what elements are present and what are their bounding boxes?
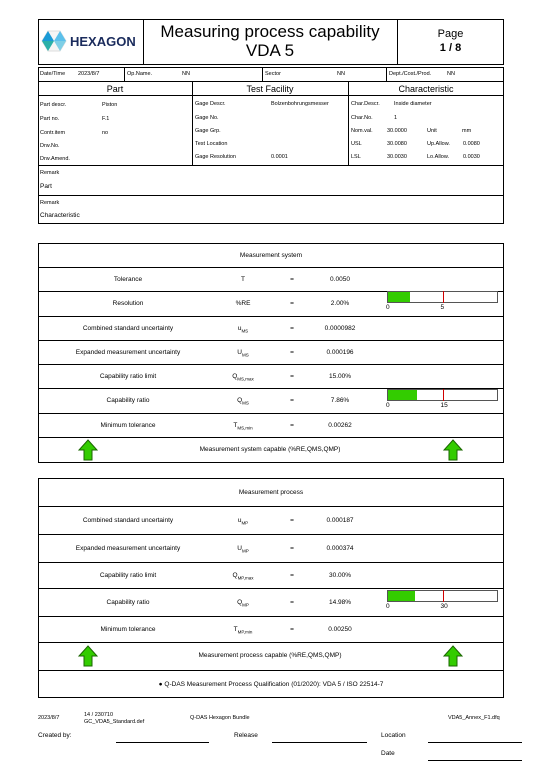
qdas-footer-text: Q-DAS Measurement Process Qualification (01/2020): VDA 5 / ISO 22514-7 <box>164 681 384 688</box>
location-line <box>428 742 522 743</box>
row-label: Combined standard uncertainty <box>82 517 174 524</box>
row-symbol: $T_{MS,min}$ <box>233 422 253 431</box>
gage-descr-value: Bolzenbohrungsmesser <box>271 101 329 107</box>
row-symbol: $T_{MP,min}$ <box>233 626 253 635</box>
row-label: Tolerance <box>113 276 143 283</box>
char-descr-value: Inside diameter <box>394 101 432 107</box>
gauge-limit-marker <box>443 590 444 602</box>
row-value: 14.98% <box>328 599 352 606</box>
char-no-value: 1 <box>394 115 398 121</box>
row-value: 2.00% <box>330 300 350 307</box>
row-symbol: $U_{MS}$ <box>237 349 249 358</box>
sector-value: NN <box>337 71 345 77</box>
usl-value: 30.0080 <box>387 141 407 147</box>
mp-gauge-tick-limit: 30 <box>440 603 448 610</box>
nom-val-value: 30.0000 <box>387 128 407 134</box>
footer-file: VDA5_Annex_F1.dfq <box>448 715 500 721</box>
mp-capability-gauge <box>387 590 498 602</box>
ms-capable-text: Measurement system capable (%RE,QMS,QMP) <box>199 446 341 453</box>
remark-char-label: Remark <box>40 200 60 206</box>
part-descr-label: Part descr. <box>40 102 67 108</box>
date-value: 2023/8/7 <box>78 71 100 77</box>
symbol-subscript: MS,min <box>237 425 253 431</box>
up-allow-label: Up.Allow. <box>427 141 450 147</box>
ms-row-capability-limit <box>38 364 503 388</box>
resolution-gauge-tick-0: 0 <box>386 304 390 311</box>
row-equals: = <box>290 422 294 429</box>
row-value: 30.00% <box>328 572 352 579</box>
gage-descr-label: Gage Descr. <box>195 101 226 107</box>
footer-code1: 14 / 230710 <box>84 712 114 718</box>
page-label: Page <box>437 28 464 40</box>
row-label: Minimum tolerance <box>100 626 156 633</box>
row-label: Minimum tolerance <box>100 422 156 429</box>
row-symbol: $u_{MP}$ <box>237 517 249 526</box>
row-equals: = <box>290 517 294 524</box>
ms-capable-up-arrow-icon <box>443 439 463 461</box>
row-equals: = <box>290 572 294 579</box>
contr-item-label: Contr.item <box>40 130 66 136</box>
row-symbol: $Q_{MP}$ <box>237 599 249 608</box>
row-symbol: $U_{MP}$ <box>237 545 249 554</box>
row-value: 0.000374 <box>326 545 354 552</box>
title-line2: VDA 5 <box>245 41 295 60</box>
mp-row-combined-uncertainty <box>38 506 503 534</box>
dept-label: Dept./Cost./Prod. <box>389 71 432 77</box>
row-symbol: $Q_{MS,max}$ <box>232 373 254 382</box>
symbol-subscript: MP,max <box>237 575 254 581</box>
row-label: Expanded measurement uncertainty <box>75 545 181 552</box>
date-label: Date/Time <box>40 71 66 77</box>
op-value: NN <box>182 71 190 77</box>
gauge-fill <box>388 292 410 302</box>
hexagon-logo <box>40 27 140 55</box>
date-line <box>428 760 522 761</box>
section-test-facility: Test Facility <box>246 84 294 94</box>
contr-item-value: no <box>102 130 109 136</box>
row-symbol: $Q_{MS}$ <box>237 397 249 406</box>
symbol-subscript: MP <box>241 520 249 526</box>
location-label: Location <box>381 732 406 739</box>
mp-capable-up-arrow-icon <box>443 645 463 667</box>
footer-date: 2023/8/7 <box>38 715 60 721</box>
row-equals: = <box>290 300 294 307</box>
ms-row-tolerance <box>38 267 503 291</box>
symbol-subscript: MP <box>242 602 249 608</box>
row-value: 7.86% <box>330 397 350 404</box>
row-symbol: %RE <box>235 300 251 307</box>
row-equals: = <box>290 545 294 552</box>
created-by-line <box>116 742 209 743</box>
qdas-footer <box>38 681 504 688</box>
row-symbol: $u_{MS}$ <box>237 325 249 334</box>
resolution-gauge-tick-limit: 5 <box>440 304 445 311</box>
logo-text: HEXAGON <box>70 34 136 49</box>
remark-part-value: Part <box>40 183 52 190</box>
resolution-gauge <box>387 291 498 303</box>
title-line1: Measuring process capability <box>160 22 380 41</box>
part-no-value: F.1 <box>102 116 110 122</box>
row-value: 0.0000982 <box>324 325 356 332</box>
ms-row-combined-uncertainty <box>38 316 503 340</box>
row-equals: = <box>290 626 294 633</box>
drw-no-label: Drw.No. <box>40 143 60 149</box>
gage-grp-label: Gage Grp. <box>195 128 221 134</box>
symbol-subscript: MS <box>242 400 249 406</box>
drw-amend-label: Drw.Amend. <box>40 156 70 162</box>
unit-value: mm <box>462 128 472 134</box>
date-label: Date <box>381 750 395 757</box>
mp-title: Measurement process <box>238 489 304 496</box>
row-value: 15.00% <box>328 373 352 380</box>
page-indicator <box>397 27 504 55</box>
mp-capable-up-arrow-icon <box>78 645 98 667</box>
page-value: 1 / 8 <box>439 42 462 54</box>
row-label: Capability ratio limit <box>99 373 157 380</box>
gauge-limit-marker <box>443 291 444 303</box>
symbol-subscript: MS <box>241 328 249 334</box>
row-label: Capability ratio limit <box>99 572 157 579</box>
mp-row-capability-limit <box>38 562 503 588</box>
test-location-label: Test Location <box>195 141 228 147</box>
row-value: 0.00262 <box>328 422 352 429</box>
row-equals: = <box>290 325 294 332</box>
ms-row-expanded-uncertainty <box>38 340 503 364</box>
dept-value: NN <box>447 71 455 77</box>
ms-gauge-tick-limit: 15 <box>440 402 448 409</box>
row-value: 0.0050 <box>330 276 350 283</box>
report-title <box>143 22 397 60</box>
ms-title: Measurement system <box>239 252 303 259</box>
section-characteristic: Characteristic <box>398 84 454 94</box>
row-value: 0.000196 <box>326 349 354 356</box>
lo-allow-value: 0.0030 <box>463 154 480 160</box>
nom-val-label: Nom.val. <box>351 128 373 134</box>
up-allow-value: 0.0080 <box>463 141 480 147</box>
symbol-subscript: MP <box>241 548 249 554</box>
footer-code2: GC_VDA5_Standard.def <box>84 719 145 725</box>
ms-capable-up-arrow-icon <box>78 439 98 461</box>
row-equals: = <box>290 349 294 356</box>
footer-bundle: Q-DAS Hexagon Bundle <box>190 715 250 721</box>
hexagon-logo-icon <box>40 27 140 55</box>
gauge-limit-marker <box>443 389 444 401</box>
gage-no-label: Gage No. <box>195 115 219 121</box>
remark-part-label: Remark <box>40 170 60 176</box>
row-label: Expanded measurement uncertainty <box>75 349 181 356</box>
row-equals: = <box>290 397 294 404</box>
part-no-label: Part no. <box>40 116 60 122</box>
lsl-label: LSL <box>351 154 361 160</box>
release-label: Release <box>234 732 258 739</box>
row-symbol: $Q_{MP,max}$ <box>232 572 254 581</box>
row-symbol: T <box>241 276 245 283</box>
mp-row-minimum-tolerance <box>38 616 503 642</box>
ms-row-minimum-tolerance <box>38 413 503 437</box>
release-line <box>272 742 367 743</box>
qdas-bullet-icon: ● <box>158 681 163 688</box>
row-label: Capability ratio <box>106 599 150 606</box>
gage-resolution-label: Gage Resolution <box>195 154 236 160</box>
sector-label: Sector <box>265 71 281 77</box>
row-value: 0.000187 <box>326 517 354 524</box>
mp-row-expanded-uncertainty <box>38 534 503 562</box>
row-equals: = <box>290 373 294 380</box>
usl-label: USL <box>351 141 362 147</box>
ms-capability-gauge <box>387 389 498 401</box>
symbol-subscript: MS,max <box>237 376 254 382</box>
created-by-label: Created by: <box>38 732 72 739</box>
ms-gauge-tick-0: 0 <box>386 402 390 409</box>
row-label: Capability ratio <box>106 397 150 404</box>
char-no-label: Char.No. <box>351 115 373 121</box>
remark-char-value: Characteristic <box>40 212 80 219</box>
unit-label: Unit <box>427 128 437 134</box>
mp-capable-text: Measurement process capable (%RE,QMS,QMP) <box>198 652 342 659</box>
row-label: Combined standard uncertainty <box>82 325 174 332</box>
symbol-subscript: MS <box>241 352 249 358</box>
lo-allow-label: Lo.Allow. <box>427 154 450 160</box>
char-descr-label: Char.Descr. <box>351 101 380 107</box>
lsl-value: 30.0030 <box>387 154 407 160</box>
row-value: 0.00250 <box>328 626 352 633</box>
mp-gauge-tick-0: 0 <box>386 603 390 610</box>
gauge-fill <box>388 390 417 400</box>
symbol-subscript: MP,min <box>237 629 253 635</box>
gauge-fill <box>388 591 415 601</box>
row-label: Resolution <box>112 300 144 307</box>
part-descr-value: Piston <box>102 102 118 108</box>
row-equals: = <box>290 599 294 606</box>
row-equals: = <box>290 276 294 283</box>
gage-resolution-value: 0.0001 <box>271 154 288 160</box>
op-label: Op.Name. <box>127 71 153 77</box>
section-part: Part <box>106 84 124 94</box>
